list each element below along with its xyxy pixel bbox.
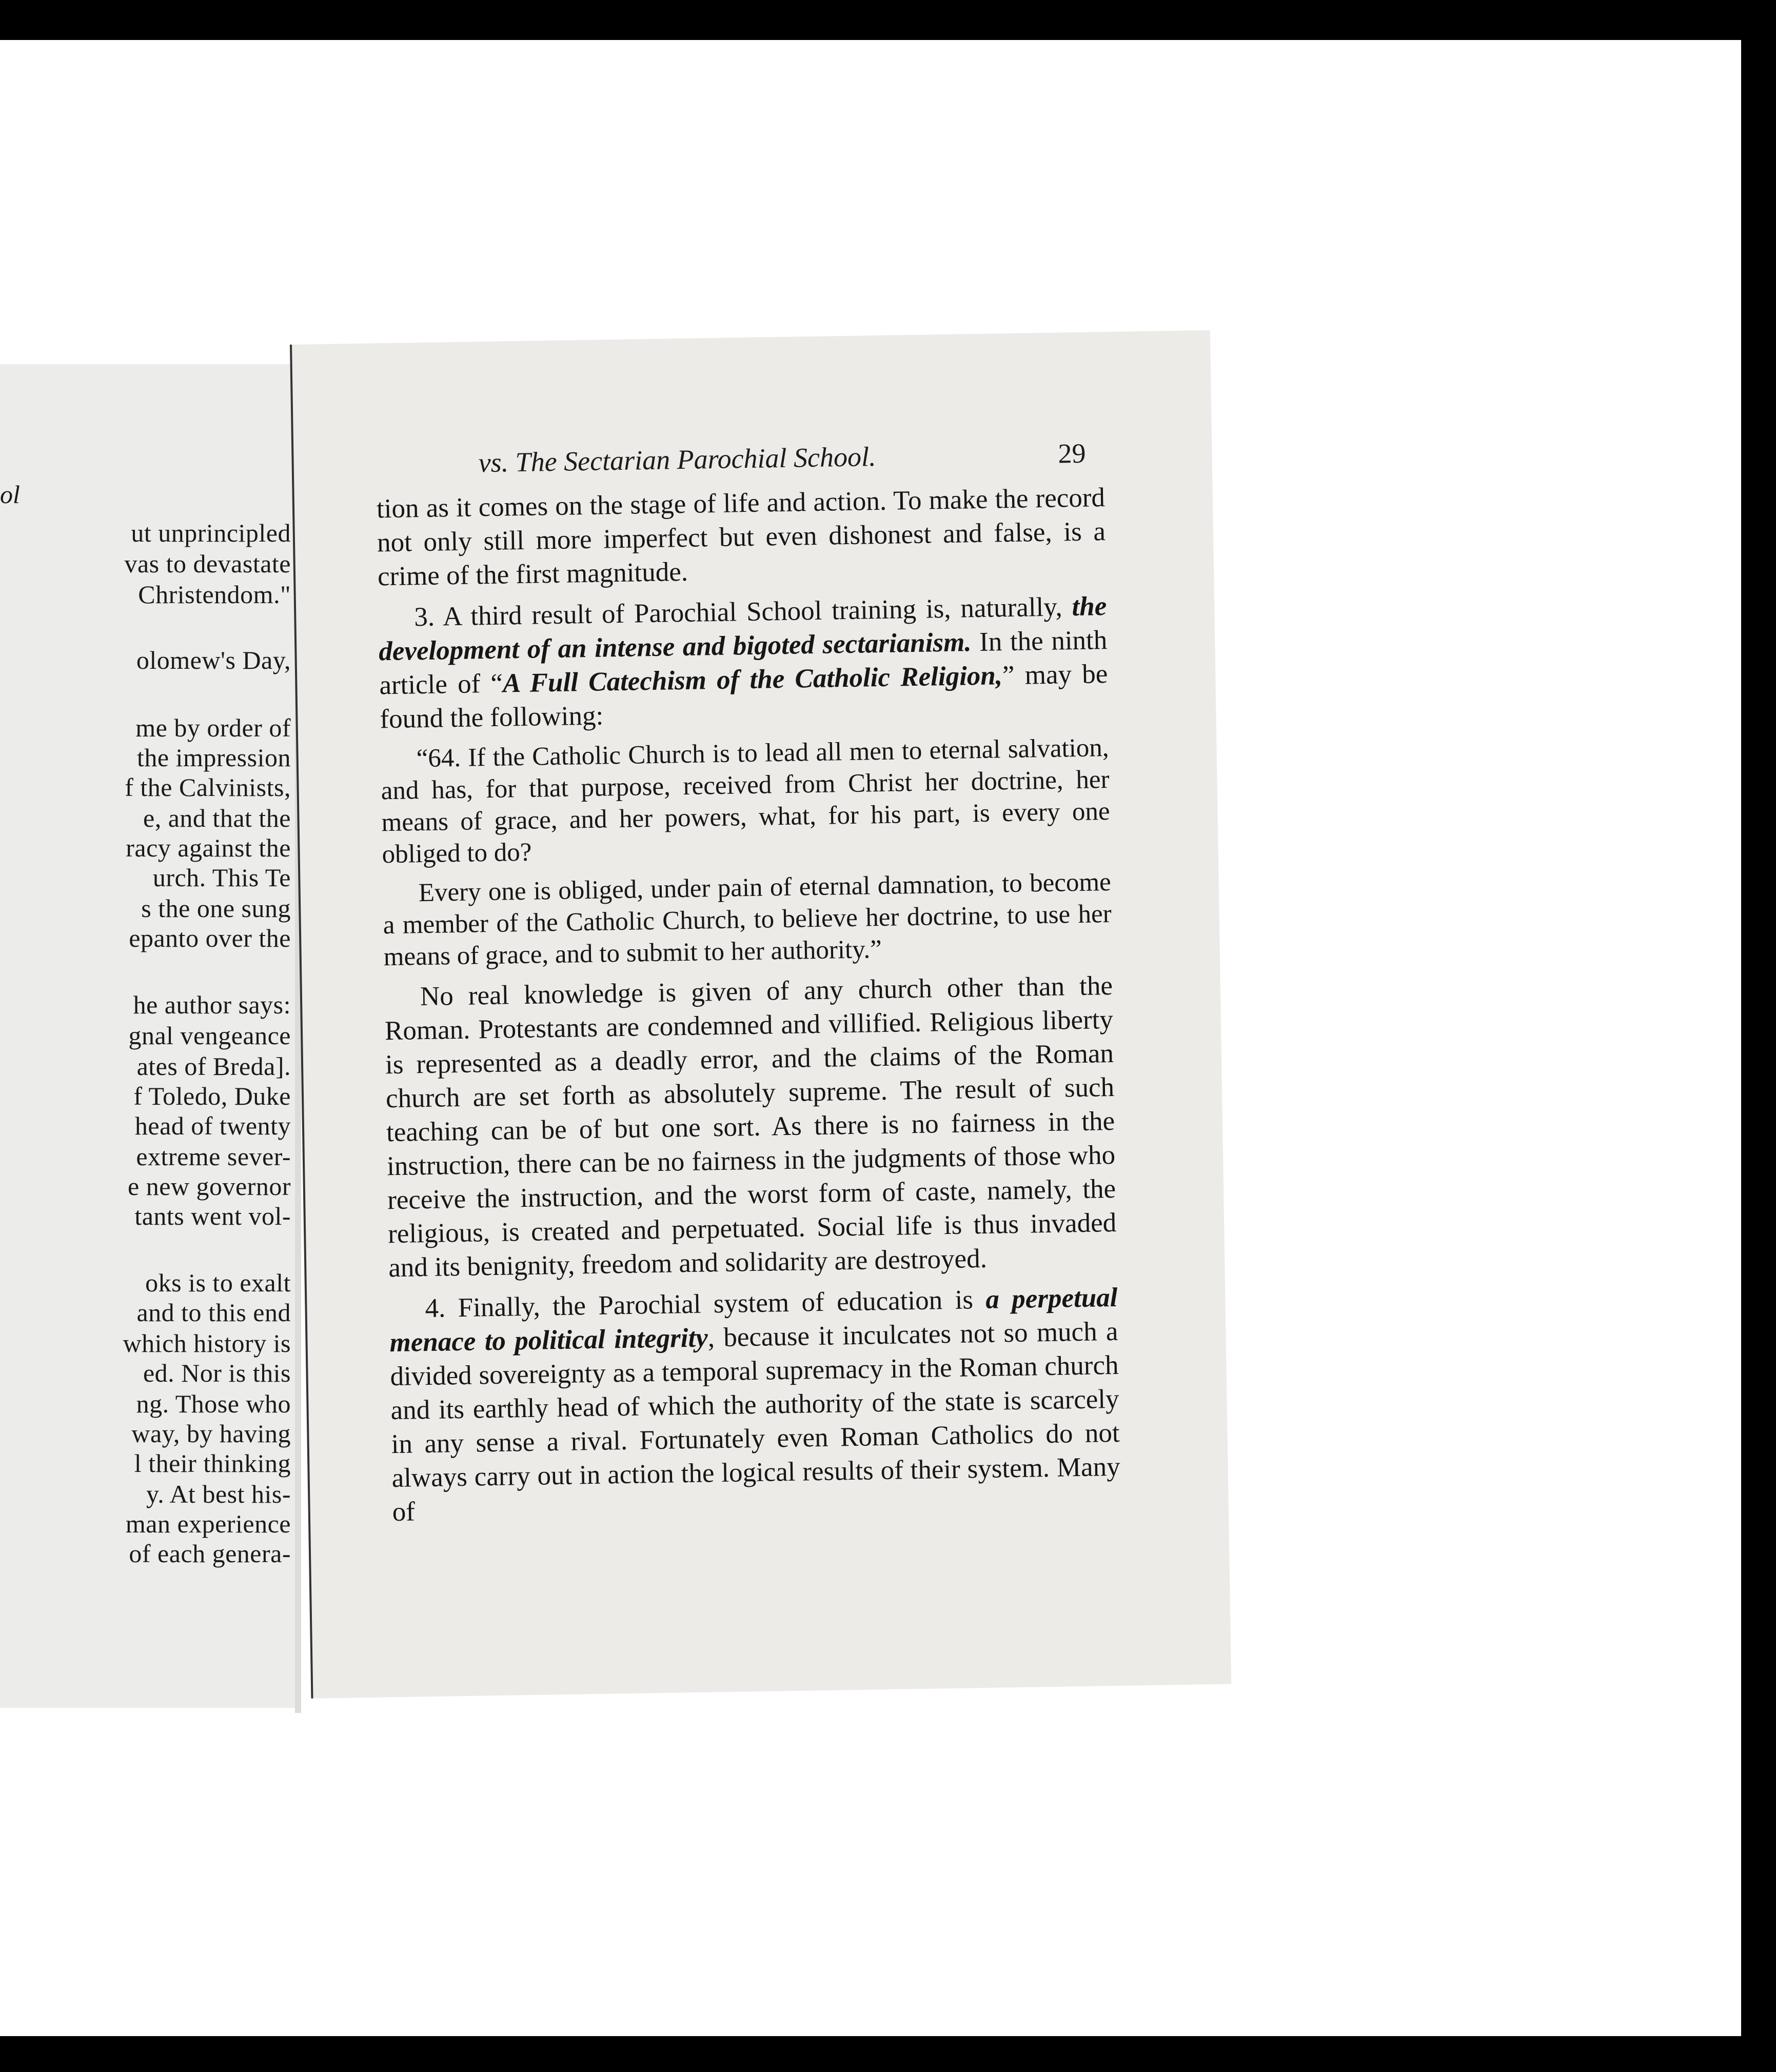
catechism-answer: Every one is obliged, under pain of eternal damnation, to become a member of the Catholic Church, to believe her doctrine, to use her means of grace, and to submit to her authority.”	[383, 867, 1112, 972]
left-page-line: s the one sung	[141, 894, 291, 923]
left-page-line: l their thinking	[134, 1449, 291, 1478]
left-page-line: me by order of	[135, 713, 291, 742]
left-page-line: head of twenty	[134, 1111, 291, 1140]
left-page-line: epanto over the	[129, 924, 291, 952]
left-page-line: urch. This Te	[152, 863, 291, 892]
left-page-line: and to this end	[136, 1298, 291, 1327]
left-page-header: ol	[0, 480, 20, 509]
paragraph-4-emphasis: a perpetual menace to political integrity	[389, 1282, 1118, 1358]
right-page	[290, 330, 1231, 1699]
paragraph-4-start: 4. Finally, the Parochial system of education is	[425, 1284, 986, 1324]
catechism-question: “64. If the Catholic Church is to lead all men to eternal salvation, and has, for that purpose, received from Christ her doctrine, her means of grace, and her powers, what, for his part, is every one obliged to do?	[381, 733, 1110, 869]
paragraph-4-end: , because it inculcates not so much a divided sovereignty as a temporal supremacy in the Roman church and its earthly head of which the authority of the state is scarcely in any sense a rival. Fortunately even Roman Catholics do not always carry out in action the logical results of their system. Many of	[390, 1316, 1121, 1527]
page-number: 29	[1058, 437, 1086, 469]
paragraph-3: No real knowledge is given of any church other than the Roman. Protestants are condemned and villified. Religious liberty is represented as a deadly error, and the claims of the Roman church are set forth as absolutely supreme. The result of such teaching can be of but one sort. As there is no fairness in the instruction, there can be no fairness in the judgments of those who receive the instruction, and the worst form of caste, namely, the religious, is created and perpetuated. Social life is thus invaded and its benignity, freedom and solidarity are destroyed.	[384, 970, 1117, 1283]
left-page-line: y. At best his-	[146, 1480, 291, 1508]
paragraph-4	[389, 1281, 1121, 1529]
paragraph-1: tion as it comes on the stage of life and action. To make the record not only still more imperfect but even dishonest and false, is a crime of the first magnitude.	[376, 483, 1106, 592]
scan-border-right	[1741, 0, 1776, 2072]
left-page-line: gnal vengeance	[128, 1021, 291, 1050]
left-page-line: ates of Breda].	[136, 1052, 291, 1081]
left-page-line: ng. Those who	[136, 1389, 291, 1418]
scan-border-bottom	[0, 2036, 1776, 2072]
scan-border-top	[0, 0, 1776, 40]
left-page-line: of each genera-	[129, 1539, 291, 1568]
left-page-line: ut unprincipled	[131, 519, 291, 547]
left-page-line: vas to devastate	[124, 549, 291, 578]
paragraph-2-start: 3. A third result of Parochial School training is, naturally,	[413, 592, 1072, 632]
left-page-line: which history is	[123, 1329, 291, 1358]
left-page-line: tants went vol-	[134, 1202, 291, 1230]
left-page-line: oks is to exalt	[145, 1268, 291, 1297]
paragraph-2-mid: In the ninth article of “	[379, 625, 1108, 701]
left-page-line: f Toledo, Duke	[133, 1082, 291, 1110]
left-page-line: e, and that the	[143, 804, 291, 832]
left-page-line: he author says:	[133, 990, 291, 1019]
left-page-line: extreme sever-	[136, 1142, 291, 1171]
left-page-line: e new governor	[128, 1172, 291, 1201]
paragraph-2	[378, 589, 1109, 736]
left-page-line: the impression	[136, 743, 291, 772]
left-page-line: ed. Nor is this	[143, 1359, 291, 1387]
left-page-line: f the Calvinists,	[125, 773, 291, 802]
left-page	[0, 364, 297, 1708]
paragraph-2-emphasis-1: the development of an intense and bigoted sectarianism.	[378, 591, 1107, 667]
paragraph-2-end: ” may be found the following:	[380, 659, 1108, 734]
page-body	[377, 481, 1121, 1536]
running-head: vs. The Sectarian Parochial School.	[478, 441, 876, 479]
paragraph-2-emphasis-2: A Full Catechism of the Catholic Religion,	[502, 661, 1003, 699]
left-page-line: man experience	[125, 1509, 291, 1538]
left-page-line: racy against the	[126, 833, 291, 862]
left-page-line: olomew's Day,	[136, 646, 291, 674]
left-page-line: Christendom."	[138, 580, 291, 609]
left-page-line: way, by having	[131, 1419, 291, 1448]
